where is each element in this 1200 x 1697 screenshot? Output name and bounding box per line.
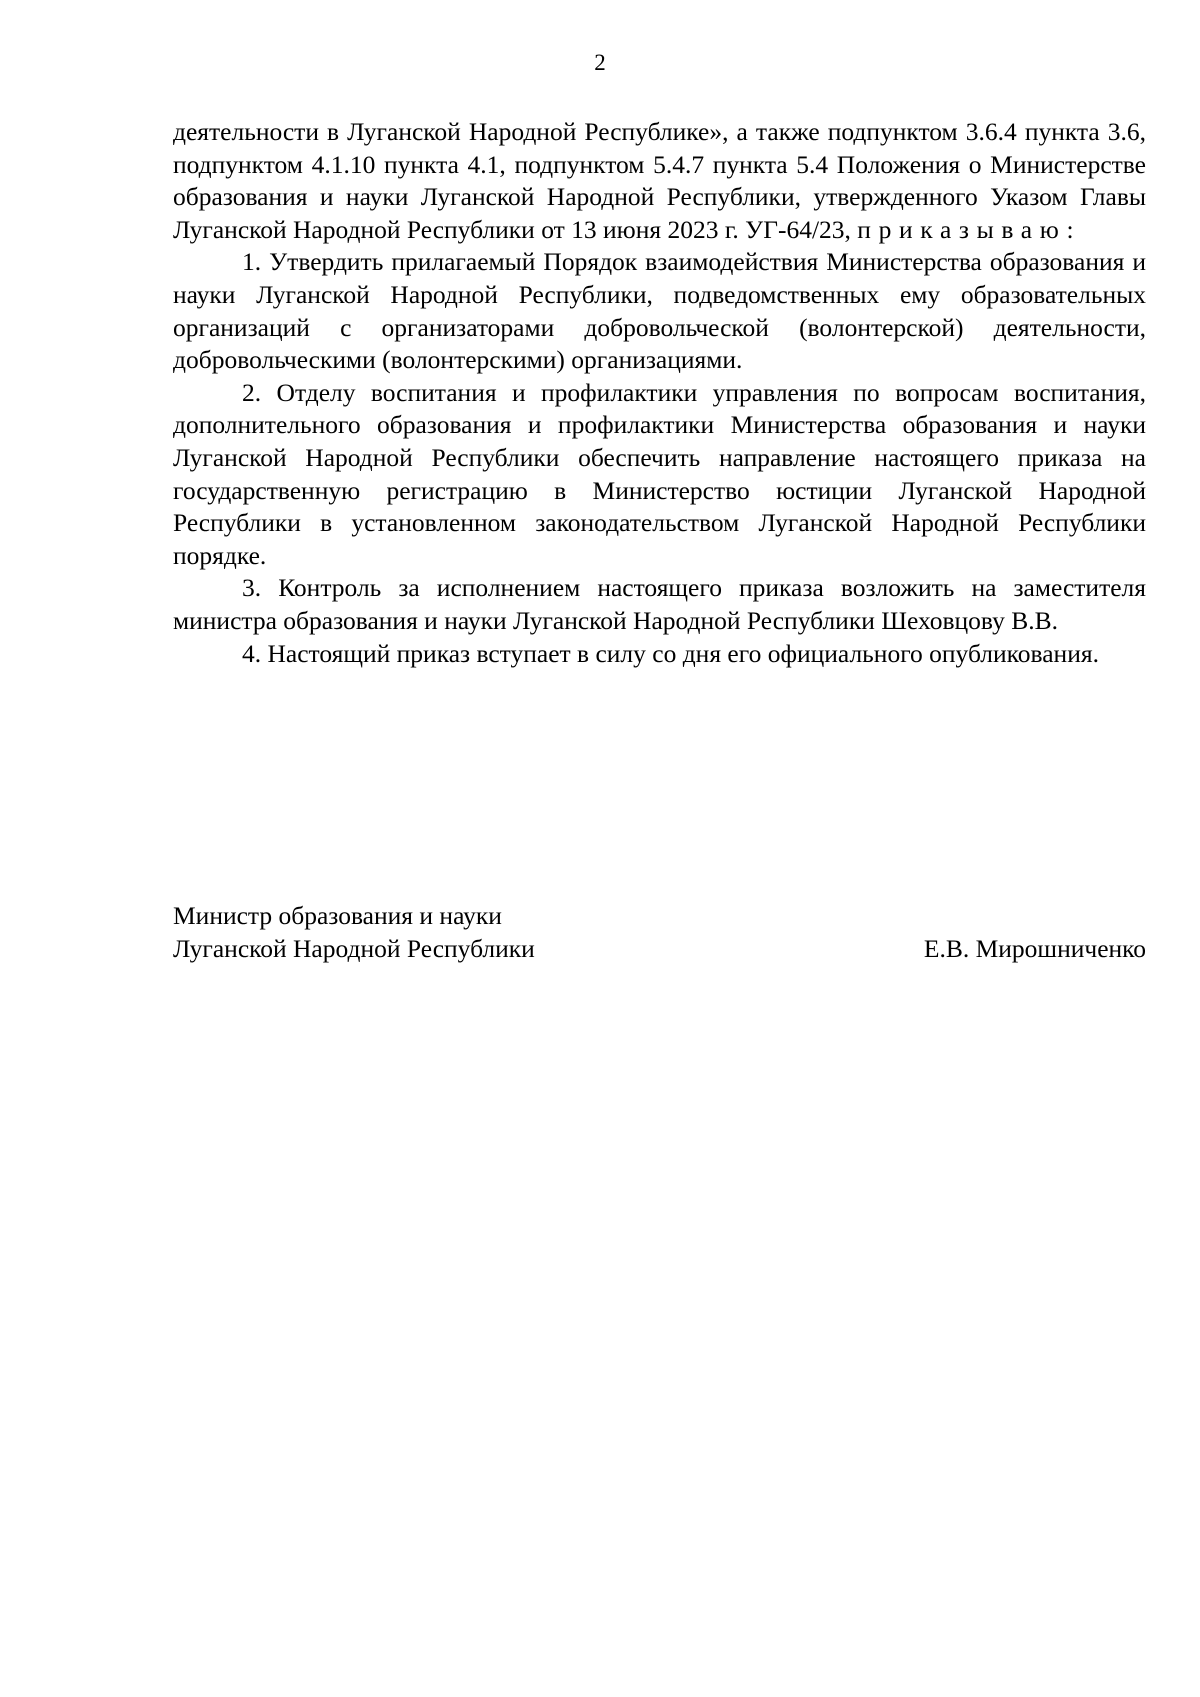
signature-row [173,933,1146,966]
page-number: 2 [594,50,606,75]
order-item-3: 3. Контроль за исполнением настоящего приказа возложить на заместителя министра образования и науки Луганской Народной Республики Шеховцову В.В. [173,573,1146,635]
order-item-4: 4. Настоящий приказ вступает в силу со дня его официального опубликования. [242,638,1099,668]
order-item-1: 1. Утвердить прилагаемый Порядок взаимодействия Министерства образования и науки Луганской Народной Республики, подведомственных ему образовательных организаций с организаторами добровольческой (волонтерской) деятельности, добровольческими (волонтерскими) организациями. [173,247,1146,375]
signature-block [173,900,1146,965]
document-body [173,116,1146,670]
intro-text: деятельности в Луганской Народной Республике», а также подпунктом 3.6.4 пункта 3.6, подпунктом 4.1.10 пункта 4.1, подпунктом 5.4.7 пункта 5.4 Положения о Министерстве образования и науки Луганской Народной Республики, утвержденного Указом Главы Луганской Народной Республики от 13 июня 2023 г. УГ-64/23, [173,117,1146,244]
signatory-name: Е.В. Мирошниченко [923,933,1146,963]
intro-paragraph [173,116,1146,246]
intro-colon: : [1066,214,1074,244]
signatory-position-line1: Министр образования и науки [173,901,502,930]
order-item-2: 2. Отделу воспитания и профилактики управления по вопросам воспитания, дополнительного образования и профилактики Министерства образования и науки Луганской Народной Республики обеспечить направление настоящего приказа на государственную регистрацию в Министерство юстиции Луганской Народной Республики в установленном законодательством Луганской Народной Республики порядке. [173,377,1146,570]
order-word: приказываю [857,214,1067,244]
signatory-position-line2: Луганской Народной Республики [173,933,535,963]
